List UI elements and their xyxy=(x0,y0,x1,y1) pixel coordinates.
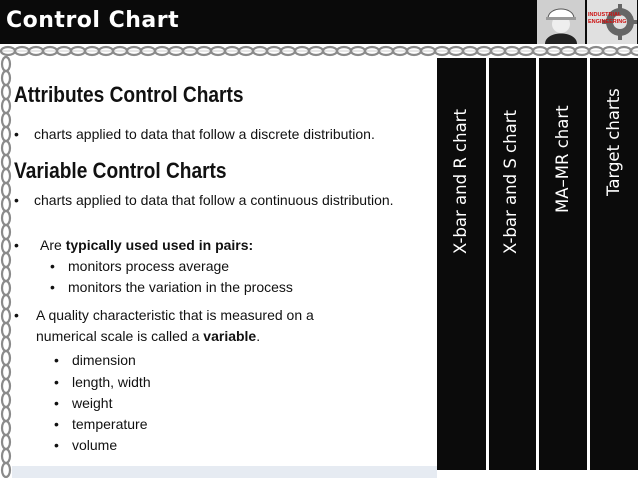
column-xbar-r-chart xyxy=(437,58,486,470)
list-item: dimension xyxy=(72,352,136,368)
variable-description: charts applied to data that follow a continuous distribution. xyxy=(34,192,394,208)
bullet: • xyxy=(14,126,19,142)
list-item: volume xyxy=(72,437,118,453)
bullet: • xyxy=(14,192,19,208)
sub-item: monitors process average xyxy=(68,258,230,274)
attributes-description: charts applied to data that follow a discrete distribution. xyxy=(34,126,375,142)
bullet: • xyxy=(14,307,19,323)
variable-definition-line2: numerical scale is called a variable. xyxy=(36,328,261,344)
column-label: MA–MR chart xyxy=(553,105,572,213)
worker-helmet-icon xyxy=(537,0,585,44)
column-target-charts xyxy=(590,58,638,470)
logo-text: INDUSTRIAL ENGINEERING xyxy=(588,12,627,25)
bullet: • xyxy=(54,437,59,453)
bottom-strip xyxy=(12,466,437,478)
title-bar xyxy=(0,0,638,44)
bullet: • xyxy=(14,237,19,253)
chain-border-left xyxy=(0,56,12,478)
sub-item: monitors the variation in the process xyxy=(68,279,293,295)
bullet: • xyxy=(50,279,55,295)
list-item: length, width xyxy=(72,374,151,390)
chain-border-top xyxy=(0,44,638,58)
page-title: Control Chart xyxy=(6,8,180,33)
list-item: weight xyxy=(72,395,113,411)
bullet: • xyxy=(54,374,59,390)
heading-variable: Variable Control Charts xyxy=(14,158,227,183)
industrial-engineering-logo xyxy=(587,0,637,44)
pairs-line: Are typically used used in pairs: xyxy=(40,237,254,253)
bullet: • xyxy=(54,352,59,368)
column-label: X-bar and R chart xyxy=(451,109,470,254)
heading-attributes: Attributes Control Charts xyxy=(14,82,244,107)
variable-definition-line1: A quality characteristic that is measured on a xyxy=(36,307,314,323)
bullet: • xyxy=(50,258,55,274)
bullet: • xyxy=(54,416,59,432)
list-item: temperature xyxy=(72,416,148,432)
column-xbar-s-chart xyxy=(489,58,536,470)
bullet: • xyxy=(54,395,59,411)
column-label: X-bar and S chart xyxy=(501,110,520,254)
column-ma-mr-chart xyxy=(539,58,587,470)
column-label: Target charts xyxy=(604,88,623,196)
